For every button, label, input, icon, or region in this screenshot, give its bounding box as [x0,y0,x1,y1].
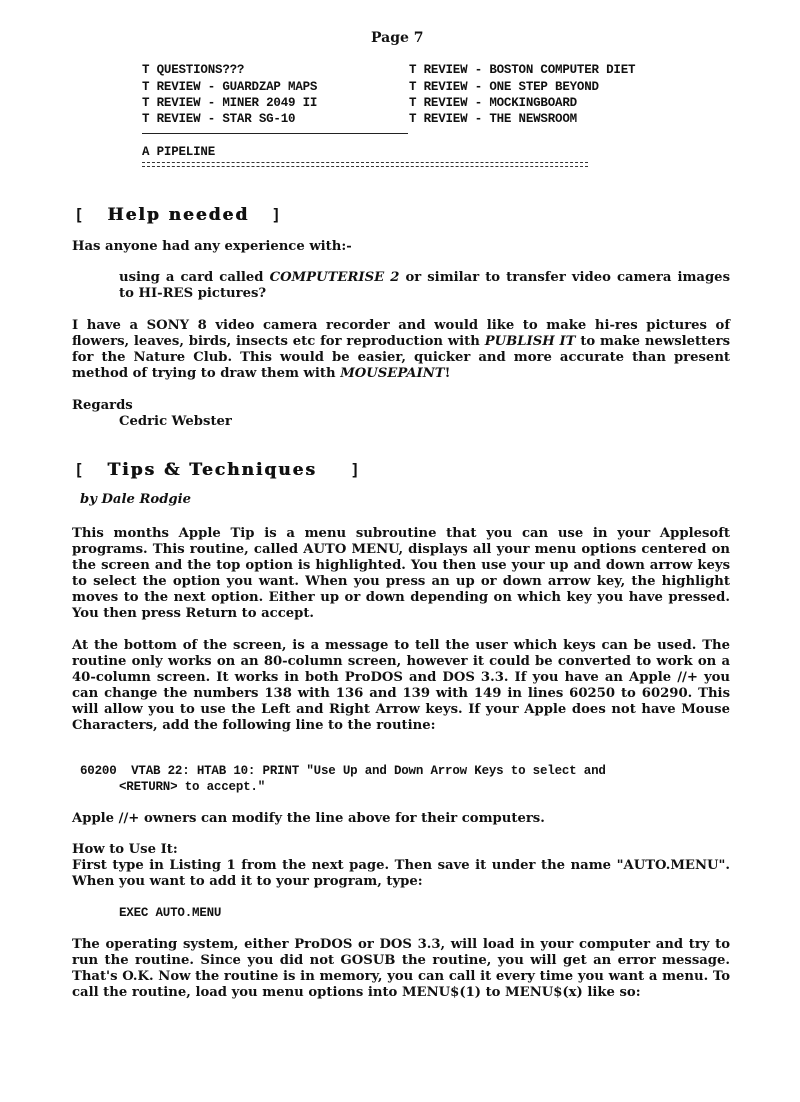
product-name: MOUSEPAINT [340,366,445,382]
toc-pipeline: A PIPELINE [142,145,216,159]
regards: Regards [72,398,133,413]
help-intro: Has anyone had any experience with:- [72,239,352,254]
toc-left-item: T QUESTIONS??? [142,63,245,77]
help-question: using a card called COMPUTERISE 2 or similar to transfer video camera images to HI-RES pictures? [119,270,730,302]
toc-left-item: T REVIEW - MINER 2049 II [142,96,318,110]
toc-double-rule [142,162,588,167]
code-line: 60200 VTAB 22: HTAB 10: PRINT "Use Up and Down Arrow Keys to select and [80,764,606,778]
bracket-open: [ [74,205,86,224]
tips-paragraph-3: Apple //+ owners can modify the line above for their computers. [72,811,545,826]
howto-body: First type in Listing 1 from the next page. Then save it under the name "AUTO.MENU". When you want to add it to your program, type: [72,858,730,890]
tips-heading-text: Tips & Techniques [107,460,317,480]
toc-right-item: T REVIEW - ONE STEP BEYOND [409,80,599,94]
code-line: <RETURN> to accept." [119,780,266,794]
page-number: Page 7 [371,30,424,46]
toc-left-item: T REVIEW - GUARDZAP MAPS [142,80,318,94]
bracket-close: ] [350,460,362,479]
bracket-open: [ [74,460,86,479]
product-name: COMPUTERISE 2 [269,270,400,285]
toc-right-item: T REVIEW - BOSTON COMPUTER DIET [409,63,636,77]
tips-paragraph-2: At the bottom of the screen, is a message to tell the user which keys can be used. The routine only works on an 80-column screen, however it could be converted to work on a 40-column screen. It works in both ProDOS and DOS 3.3. If you have an Apple //+ you can change the numbers 138 with 136 and 139 with 149 in lines 60250 to 60290. This will allow you to use the Left and Right Arrow keys. If your Apple does not have Mouse Characters, add the following line to the routine: [72,638,730,734]
help-heading-text: Help needed [107,205,250,225]
toc-right-item: T REVIEW - MOCKINGBOARD [409,96,577,110]
toc-left-item: T REVIEW - STAR SG-10 [142,112,296,126]
help-body: I have a SONY 8 video camera recorder and would like to make hi-res pictures of flowers, leaves, birds, insects etc for reproduction with PUBLISH IT to make newsletters for the Nature Club. This would be easier, quicker and more accurate than present method of trying to draw them with MOUSEPAINT! [72,318,730,382]
toc-right-item: T REVIEW - THE NEWSROOM [409,112,577,126]
tips-paragraph-4: The operating system, either ProDOS or DOS 3.3, will load in your computer and try to run the routine. Since you did not GOSUB the routine, you will get an error message. That's O.K. Now the routine is in memory, you can call it every time you want a menu. To call the routine, load you menu options into MENU$(1) to MENU$(x) like so: [72,937,730,1001]
signature: Cedric Webster [119,414,232,429]
bracket-close: ] [271,205,283,224]
byline: by Dale Rodgie [80,492,192,507]
tips-paragraph-1: This months Apple Tip is a menu subroutine that you can use in your Applesoft programs. This routine, called AUTO MENU, displays all your menu options centered on the screen and the top option is highlighted. You then use your up and down arrow keys to select the option you want. When you press an up or down arrow key, the highlight moves to the next option. Either up or down depending on which key you have pressed. You then press Return to accept. [72,526,730,622]
exec-command: EXEC AUTO.MENU [119,906,222,920]
tips-heading [74,460,361,480]
howto-title: How to Use It: [72,842,178,857]
product-name: PUBLISH IT [484,334,576,350]
toc-divider [142,133,408,134]
help-heading [74,205,283,225]
